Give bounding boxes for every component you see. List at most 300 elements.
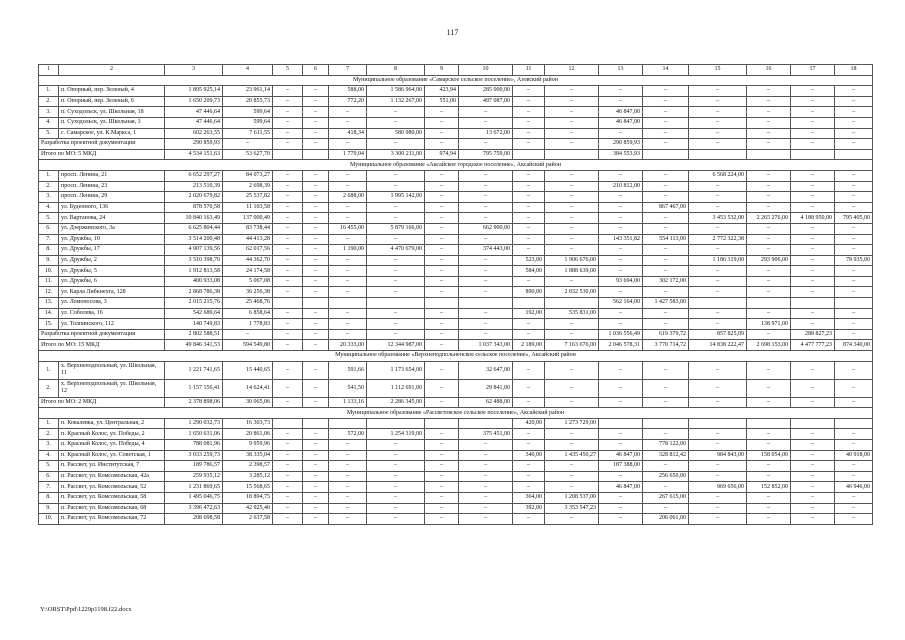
table-cell: 418,34 bbox=[329, 128, 367, 139]
table-cell: – bbox=[273, 117, 303, 128]
table-cell: – bbox=[545, 361, 599, 379]
table-cell: – bbox=[599, 245, 643, 256]
table-cell: – bbox=[425, 440, 459, 451]
table-cell: 3. bbox=[39, 107, 59, 118]
table-cell: – bbox=[747, 440, 791, 451]
summary-label: Итого по МО: 2 МКД bbox=[39, 397, 165, 408]
table-cell: – bbox=[545, 86, 599, 97]
table-cell: – bbox=[747, 107, 791, 118]
summary-row bbox=[39, 340, 873, 351]
column-number-cell: 3 bbox=[165, 65, 223, 76]
table-cell: – bbox=[643, 361, 689, 379]
address-cell: ул. Дружбы, 2 bbox=[59, 255, 165, 266]
table-row bbox=[39, 234, 873, 245]
table-cell: 285 000,00 bbox=[459, 86, 513, 97]
table-cell: – bbox=[273, 397, 303, 408]
table-cell: 137 000,49 bbox=[223, 213, 273, 224]
table-cell: 1 290 032,73 bbox=[165, 418, 223, 429]
column-number-cell: 18 bbox=[835, 65, 873, 76]
table-cell: 10 840 163,49 bbox=[165, 213, 223, 224]
table-cell: – bbox=[835, 503, 873, 514]
table-cell: 572,00 bbox=[329, 429, 367, 440]
section-header-row bbox=[39, 408, 873, 419]
table-cell: 2 698,39 bbox=[223, 181, 273, 192]
table-cell: – bbox=[747, 223, 791, 234]
table-cell: – bbox=[835, 202, 873, 213]
table-cell: – bbox=[513, 514, 545, 525]
table-cell: – bbox=[835, 139, 873, 150]
table-cell: – bbox=[329, 461, 367, 472]
table-cell: – bbox=[459, 329, 513, 340]
table-cell: – bbox=[689, 397, 747, 408]
table-cell: 40 918,00 bbox=[835, 450, 873, 461]
table-cell: 290 859,93 bbox=[165, 139, 223, 150]
table-cell: 9. bbox=[39, 503, 59, 514]
table-cell: 46 847,00 bbox=[599, 117, 643, 128]
table-cell: – bbox=[329, 255, 367, 266]
table-cell: – bbox=[303, 361, 329, 379]
address-cell: ул. Карла Либкнехта, 128 bbox=[59, 287, 165, 298]
table-cell: – bbox=[367, 440, 425, 451]
table-cell: – bbox=[367, 266, 425, 277]
table-cell: – bbox=[425, 379, 459, 397]
table-cell: – bbox=[329, 234, 367, 245]
table-cell: – bbox=[689, 492, 747, 503]
table-cell: – bbox=[513, 482, 545, 493]
table-cell: 7. bbox=[39, 234, 59, 245]
table-cell: 772,20 bbox=[329, 96, 367, 107]
address-cell: ул. Дружбы, 10 bbox=[59, 234, 165, 245]
address-cell: ул. Толпинского, 112 bbox=[59, 319, 165, 330]
table-cell: – bbox=[545, 128, 599, 139]
column-number-cell: 1 bbox=[39, 65, 59, 76]
address-cell: ул. Дружбы, 6 bbox=[59, 276, 165, 287]
table-cell: 375 451,00 bbox=[459, 429, 513, 440]
table-cell: 30 065,06 bbox=[223, 397, 273, 408]
table-cell: – bbox=[747, 461, 791, 472]
table-cell: – bbox=[367, 514, 425, 525]
table-cell: – bbox=[273, 139, 303, 150]
column-number-cell: 14 bbox=[643, 65, 689, 76]
table-cell: – bbox=[425, 287, 459, 298]
table-cell: 2 637,58 bbox=[223, 514, 273, 525]
table-cell bbox=[459, 298, 513, 309]
table-cell: 6. bbox=[39, 471, 59, 482]
table-cell: 4. bbox=[39, 117, 59, 128]
table-cell: – bbox=[425, 429, 459, 440]
table-cell: – bbox=[303, 461, 329, 472]
table-cell: 374 443,00 bbox=[459, 245, 513, 256]
table-cell: – bbox=[747, 139, 791, 150]
table-cell: – bbox=[791, 397, 835, 408]
table-cell: – bbox=[329, 450, 367, 461]
table-row bbox=[39, 107, 873, 118]
table-cell: 16 303,73 bbox=[223, 418, 273, 429]
table-cell: 4 534 151,63 bbox=[165, 149, 223, 160]
table-cell: – bbox=[747, 308, 791, 319]
column-number-cell: 4 bbox=[223, 65, 273, 76]
table-cell: – bbox=[643, 287, 689, 298]
table-row bbox=[39, 276, 873, 287]
table-cell: 14 624,41 bbox=[223, 379, 273, 397]
table-cell: – bbox=[273, 245, 303, 256]
table-cell: – bbox=[459, 107, 513, 118]
table-cell: – bbox=[273, 492, 303, 503]
table-cell: 340,00 bbox=[513, 450, 545, 461]
table-cell: – bbox=[747, 492, 791, 503]
table-cell: – bbox=[689, 245, 747, 256]
table-cell: 13. bbox=[39, 298, 59, 309]
table-row bbox=[39, 298, 873, 309]
table-row bbox=[39, 450, 873, 461]
table-cell: – bbox=[425, 319, 459, 330]
table-cell: 44 413,28 bbox=[223, 234, 273, 245]
table-cell: – bbox=[689, 266, 747, 277]
table-cell: 2 189,00 bbox=[513, 340, 545, 351]
table-cell: – bbox=[689, 319, 747, 330]
table-cell: 2 698 153,00 bbox=[747, 340, 791, 351]
table-cell: – bbox=[791, 223, 835, 234]
table-cell: 84 073,27 bbox=[223, 170, 273, 181]
table-cell: – bbox=[273, 266, 303, 277]
table-cell: – bbox=[425, 170, 459, 181]
table-cell: – bbox=[425, 128, 459, 139]
table-cell: 4. bbox=[39, 202, 59, 213]
table-cell: 1 895 925,14 bbox=[165, 86, 223, 97]
table-cell: – bbox=[747, 202, 791, 213]
table-cell: – bbox=[425, 308, 459, 319]
table-cell: 364,00 bbox=[513, 492, 545, 503]
table-cell: – bbox=[791, 107, 835, 118]
summary-row bbox=[39, 329, 873, 340]
table-cell: – bbox=[273, 276, 303, 287]
table-cell: 4 470 679,00 bbox=[367, 245, 425, 256]
table-cell: – bbox=[689, 202, 747, 213]
table-cell: – bbox=[791, 514, 835, 525]
page-number: 117 bbox=[446, 28, 459, 37]
table-row bbox=[39, 255, 873, 266]
table-cell: 328 812,42 bbox=[643, 450, 689, 461]
table-cell bbox=[747, 298, 791, 309]
table-cell: 3 770 714,72 bbox=[643, 340, 689, 351]
table-cell: 38 335,04 bbox=[223, 450, 273, 461]
address-cell: п. Рассвет, ул. Комсомольская, 72 bbox=[59, 514, 165, 525]
address-cell: просп. Ленина, 23 bbox=[59, 181, 165, 192]
summary-row bbox=[39, 149, 873, 160]
table-row bbox=[39, 440, 873, 451]
table-cell: – bbox=[425, 139, 459, 150]
table-cell: – bbox=[513, 170, 545, 181]
table-cell: – bbox=[545, 107, 599, 118]
summary-label: Итого по МО: 15 МКД bbox=[39, 340, 165, 351]
table-cell: – bbox=[329, 492, 367, 503]
table-cell: – bbox=[425, 245, 459, 256]
table-cell: 535 831,00 bbox=[545, 308, 599, 319]
table-row bbox=[39, 492, 873, 503]
table-cell: 1 186 319,00 bbox=[689, 255, 747, 266]
table-cell: – bbox=[273, 461, 303, 472]
table-cell: 1 254 319,00 bbox=[367, 429, 425, 440]
table-cell bbox=[643, 418, 689, 429]
table-cell: 1 586 964,00 bbox=[367, 86, 425, 97]
table-cell: 1 221 741,65 bbox=[165, 361, 223, 379]
table-cell: – bbox=[689, 503, 747, 514]
table-cell: – bbox=[425, 192, 459, 203]
table-cell: 3 033 259,73 bbox=[165, 450, 223, 461]
table-cell: – bbox=[303, 450, 329, 461]
table-cell: – bbox=[273, 192, 303, 203]
address-cell: п. Красный Колос, ул. Победы, 2 bbox=[59, 429, 165, 440]
table-cell: 6 568 224,00 bbox=[689, 170, 747, 181]
table-cell: 293 906,00 bbox=[747, 255, 791, 266]
table-cell: – bbox=[513, 234, 545, 245]
table-cell: – bbox=[273, 379, 303, 397]
address-cell: ул. Вартанова, 24 bbox=[59, 213, 165, 224]
table-cell: 1 273 729,00 bbox=[545, 418, 599, 429]
column-number-cell: 9 bbox=[425, 65, 459, 76]
column-number-cell: 15 bbox=[689, 65, 747, 76]
table-cell: – bbox=[425, 202, 459, 213]
table-cell: – bbox=[367, 181, 425, 192]
table-cell: 890,00 bbox=[513, 287, 545, 298]
table-cell: – bbox=[835, 266, 873, 277]
table-cell: 192,00 bbox=[513, 308, 545, 319]
table-cell: 2 015 215,76 bbox=[165, 298, 223, 309]
table-cell: – bbox=[599, 379, 643, 397]
table-cell: – bbox=[835, 86, 873, 97]
table-cell: – bbox=[303, 170, 329, 181]
address-cell: п. Рассвет, ул. Комсомольская, 42а bbox=[59, 471, 165, 482]
table-cell: – bbox=[459, 461, 513, 472]
table-cell: – bbox=[303, 266, 329, 277]
table-cell: 542 689,64 bbox=[165, 308, 223, 319]
table-cell: 1 435 450,27 bbox=[545, 450, 599, 461]
table-cell: 4 907 139,56 bbox=[165, 245, 223, 256]
table-cell: – bbox=[643, 192, 689, 203]
table-cell: – bbox=[513, 213, 545, 224]
table-cell: – bbox=[273, 450, 303, 461]
table-cell: – bbox=[835, 128, 873, 139]
table-cell: – bbox=[459, 308, 513, 319]
table-cell bbox=[599, 418, 643, 429]
table-cell: – bbox=[513, 461, 545, 472]
table-cell: – bbox=[273, 170, 303, 181]
column-number-cell: 2 bbox=[59, 65, 165, 76]
table-cell: – bbox=[791, 139, 835, 150]
table-cell: – bbox=[835, 276, 873, 287]
table-cell: – bbox=[599, 192, 643, 203]
table-row bbox=[39, 418, 873, 429]
table-cell: 423,94 bbox=[425, 86, 459, 97]
section-header-row bbox=[39, 160, 873, 171]
table-cell: 5. bbox=[39, 128, 59, 139]
table-row bbox=[39, 266, 873, 277]
table-cell: 12. bbox=[39, 287, 59, 298]
table-cell: 392,00 bbox=[513, 503, 545, 514]
table-cell: 3 396 472,63 bbox=[165, 503, 223, 514]
table-cell: – bbox=[545, 202, 599, 213]
table-cell bbox=[689, 418, 747, 429]
table-cell: 267 615,00 bbox=[643, 492, 689, 503]
table-cell: 594 549,80 bbox=[223, 340, 273, 351]
table-cell bbox=[459, 418, 513, 429]
table-row bbox=[39, 482, 873, 493]
table-cell: – bbox=[303, 440, 329, 451]
table-cell: – bbox=[643, 319, 689, 330]
table-cell: – bbox=[689, 86, 747, 97]
table-cell: – bbox=[329, 213, 367, 224]
address-cell: х. Верхнеподпольный, ул. Школьная, 12 bbox=[59, 379, 165, 397]
table-cell: – bbox=[599, 361, 643, 379]
table-cell: – bbox=[545, 170, 599, 181]
address-cell: ул. Дружбы, 5 bbox=[59, 266, 165, 277]
table-cell: – bbox=[303, 139, 329, 150]
table-cell: – bbox=[643, 96, 689, 107]
table-cell: – bbox=[689, 181, 747, 192]
table-cell: 1. bbox=[39, 361, 59, 379]
table-cell: 1 157 156,41 bbox=[165, 379, 223, 397]
table-cell: – bbox=[835, 181, 873, 192]
table-cell: 2 378 898,06 bbox=[165, 397, 223, 408]
table-cell: – bbox=[747, 397, 791, 408]
table-cell: – bbox=[367, 234, 425, 245]
table-cell: 2 398,57 bbox=[223, 461, 273, 472]
table-cell: – bbox=[689, 461, 747, 472]
table-cell bbox=[367, 298, 425, 309]
summary-row bbox=[39, 139, 873, 150]
table-cell: – bbox=[747, 429, 791, 440]
table-cell: – bbox=[747, 96, 791, 107]
table-cell: 1 173 654,00 bbox=[367, 361, 425, 379]
table-cell: 10. bbox=[39, 266, 59, 277]
table-cell: – bbox=[303, 471, 329, 482]
table-cell: – bbox=[425, 223, 459, 234]
table-cell: 1 888 639,00 bbox=[545, 266, 599, 277]
table-cell: – bbox=[835, 471, 873, 482]
table-cell: – bbox=[747, 181, 791, 192]
table-cell bbox=[329, 418, 367, 429]
address-cell: х. Верхнеподпольный, ул. Школьная, 11 bbox=[59, 361, 165, 379]
table-row bbox=[39, 245, 873, 256]
table-cell: – bbox=[835, 117, 873, 128]
table-cell: 7. bbox=[39, 482, 59, 493]
address-cell: п. Опорный, пер. Зеленый, 4 bbox=[59, 86, 165, 97]
table-cell: – bbox=[599, 397, 643, 408]
table-cell: – bbox=[835, 245, 873, 256]
table-cell: 580 980,00 bbox=[367, 128, 425, 139]
table-cell: – bbox=[599, 213, 643, 224]
table-cell: – bbox=[545, 139, 599, 150]
table-cell: 788 081,96 bbox=[165, 440, 223, 451]
table-cell: 2. bbox=[39, 429, 59, 440]
table-cell: 3 453 532,00 bbox=[689, 213, 747, 224]
table-cell: 259 935,12 bbox=[165, 471, 223, 482]
table-cell: 6. bbox=[39, 223, 59, 234]
table-cell: – bbox=[425, 461, 459, 472]
table-cell: – bbox=[835, 287, 873, 298]
section-title: Муниципальное образование «Самарское сельское поселение», Азовский район bbox=[39, 75, 873, 86]
table-cell: – bbox=[747, 266, 791, 277]
table-cell: 3. bbox=[39, 440, 59, 451]
table-cell: – bbox=[545, 429, 599, 440]
table-cell: 541,50 bbox=[329, 379, 367, 397]
table-cell: – bbox=[599, 287, 643, 298]
table-cell: – bbox=[791, 128, 835, 139]
table-cell: 47 446,64 bbox=[165, 117, 223, 128]
table-cell: 288 827,23 bbox=[791, 329, 835, 340]
table-cell: 10. bbox=[39, 514, 59, 525]
table-cell: – bbox=[513, 397, 545, 408]
table-cell: – bbox=[223, 139, 273, 150]
table-cell: – bbox=[791, 202, 835, 213]
table-cell: 47 446,64 bbox=[165, 107, 223, 118]
table-cell: 2 868 786,38 bbox=[165, 287, 223, 298]
table-cell: – bbox=[329, 482, 367, 493]
table-cell: 3 514 200,48 bbox=[165, 234, 223, 245]
file-path-footer: Y:\ORST\Ppd\1229p1198.f22.docx bbox=[40, 606, 132, 613]
table-row bbox=[39, 461, 873, 472]
table-cell: 795 759,00 bbox=[459, 149, 513, 160]
table-cell: – bbox=[643, 117, 689, 128]
table-cell: 2. bbox=[39, 181, 59, 192]
table-row bbox=[39, 170, 873, 181]
table-cell: 1 778,83 bbox=[223, 319, 273, 330]
table-cell: – bbox=[835, 170, 873, 181]
table-cell: – bbox=[643, 223, 689, 234]
table-cell: – bbox=[459, 287, 513, 298]
table-cell: – bbox=[545, 482, 599, 493]
table-cell: – bbox=[367, 276, 425, 287]
table-cell: – bbox=[459, 192, 513, 203]
table-cell: 857 825,09 bbox=[689, 329, 747, 340]
table-cell: – bbox=[367, 482, 425, 493]
table-cell: 2 802 588,51 bbox=[165, 329, 223, 340]
table-cell: – bbox=[791, 117, 835, 128]
table-cell: 93 694,00 bbox=[599, 276, 643, 287]
section-title: Муниципальное образование «Рассветовское сельское поселение», Аксайский район bbox=[39, 408, 873, 419]
table-cell: 210 812,00 bbox=[599, 181, 643, 192]
table-cell: 4 188 950,00 bbox=[791, 213, 835, 224]
address-cell: ул. Ломоносова, 3 bbox=[59, 298, 165, 309]
table-cell: – bbox=[425, 397, 459, 408]
table-row bbox=[39, 202, 873, 213]
table-cell: – bbox=[513, 96, 545, 107]
table-cell: – bbox=[273, 128, 303, 139]
table-cell: – bbox=[329, 276, 367, 287]
table-cell: 208 698,58 bbox=[165, 514, 223, 525]
table-cell: – bbox=[513, 361, 545, 379]
table-cell: 384 553,93 bbox=[599, 149, 643, 160]
table-cell: 189 786,57 bbox=[165, 461, 223, 472]
table-cell: 5 879 166,00 bbox=[367, 223, 425, 234]
section-header-row bbox=[39, 351, 873, 362]
table-cell: 619 379,72 bbox=[643, 329, 689, 340]
address-cell: п. Ковалевка, ул. Центральная, 2 bbox=[59, 418, 165, 429]
table-cell: – bbox=[367, 503, 425, 514]
table-cell: – bbox=[689, 107, 747, 118]
table-cell: 984 843,00 bbox=[689, 450, 747, 461]
table-cell: – bbox=[273, 514, 303, 525]
table-cell: – bbox=[643, 482, 689, 493]
table-cell: – bbox=[329, 117, 367, 128]
table-cell bbox=[689, 149, 747, 160]
table-cell bbox=[791, 149, 835, 160]
table-cell: – bbox=[425, 471, 459, 482]
table-cell: – bbox=[367, 319, 425, 330]
table-cell: 974,94 bbox=[425, 149, 459, 160]
table-cell: – bbox=[367, 329, 425, 340]
table-cell: – bbox=[599, 429, 643, 440]
